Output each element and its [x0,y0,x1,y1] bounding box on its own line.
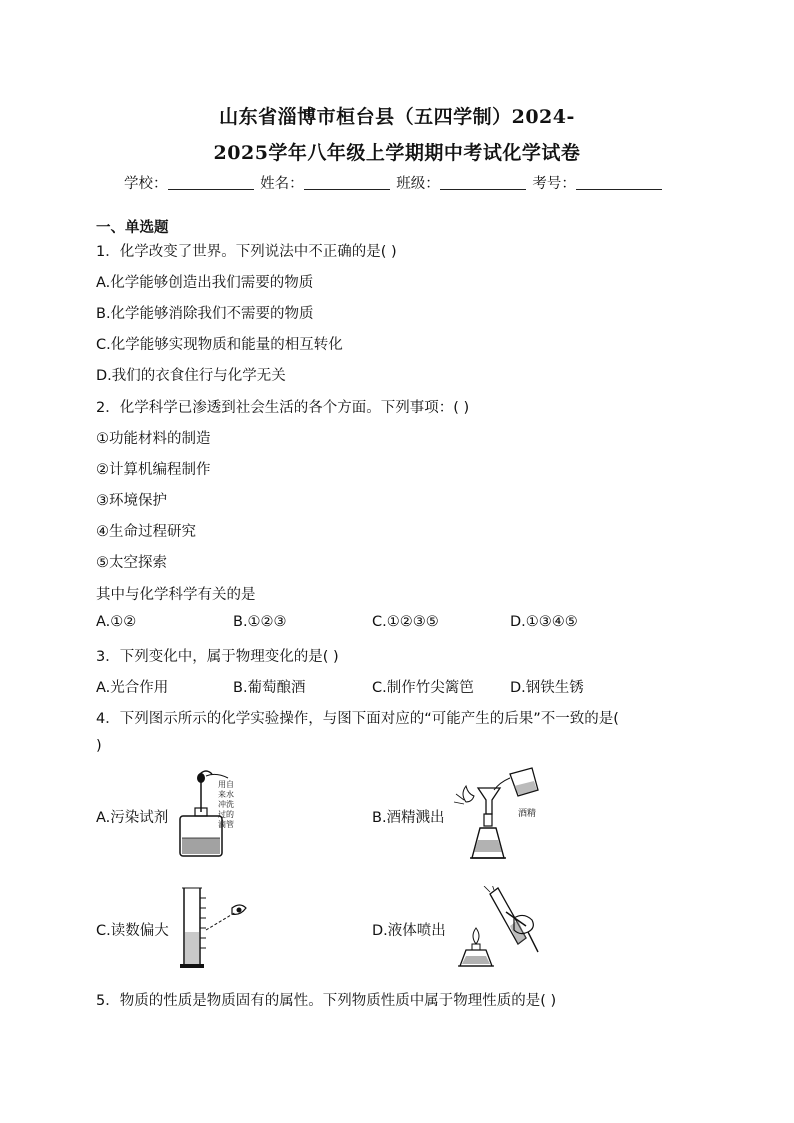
q4-option-a: A.污染试剂 [96,810,169,826]
figure-b-caption: 酒精 [518,809,537,819]
fig-a-text-3: 冲洗 [218,800,234,809]
q3-option-b: B.葡萄酿酒 [233,680,306,696]
name-blank [304,175,390,190]
q3-stem: 3．下列变化中，属于物理变化的是( ) [96,649,339,665]
title-line-2: 2025学年八年级上学期期中考试化学试卷 [213,142,581,164]
q2-item-3: ③环境保护 [96,493,167,509]
class-blank [440,175,526,190]
q2-item-5: ⑤太空探索 [96,555,167,571]
exam-number-label: 考号： [532,176,576,192]
school-label: 学校： [124,176,168,192]
figure-a-dropper-bottle [170,768,250,860]
q5-stem: 5．物质的性质是物质固有的属性。下列物质性质中属于物理性质的是( ) [96,993,557,1009]
q3-option-d: D.钢铁生锈 [510,680,584,696]
q4-option-d: D.液体喷出 [372,923,446,939]
dropper-bottle-icon [170,768,250,860]
q1-option-c: C.化学能够实现物质和能量的相互转化 [96,337,343,353]
q2-option-c: C.①②③⑤ [372,614,439,630]
section-heading: 一、单选题 [96,220,169,236]
figure-a-caption [218,780,238,830]
fig-a-text-1: 用自 [218,780,234,789]
q3-option-c: C.制作竹尖篱笆 [372,680,474,696]
q2-item-1: ①功能材料的制造 [96,431,211,447]
q1-option-a: A.化学能够创造出我们需要的物质 [96,275,314,291]
heating-test-tube-icon [452,886,548,970]
q4-option-c: C.读数偏大 [96,923,169,939]
q2-stem: 2．化学科学已渗透到社会生活的各个方面。下列事项：( ) [96,400,470,416]
q2-tail: 其中与化学科学有关的是 [96,587,256,603]
q2-option-d: D.①③④⑤ [510,614,578,630]
exam-number-blank [576,175,662,190]
graduated-cylinder-icon [176,884,250,970]
q4-stem-line-1: 4．下列图示所示的化学实验操作，与图下面对应的“可能产生的后果”不一致的是( [96,711,619,727]
q2-option-b: B.①②③ [233,614,287,630]
q1-option-d: D.我们的衣食住行与化学无关 [96,368,286,384]
q2-item-2: ②计算机编程制作 [96,462,211,478]
figure-b-alcohol-lamp [452,766,544,864]
q2-item-4: ④生命过程研究 [96,524,196,540]
q1-option-b: B.化学能够消除我们不需要的物质 [96,306,314,322]
fig-a-text-4: 过的 [218,810,234,819]
name-label: 姓名： [260,176,304,192]
q4-stem-line-2: ) [96,738,102,754]
q2-option-a: A.①② [96,614,137,630]
q1-stem: 1．化学改变了世界。下列说法中不正确的是( ) [96,244,397,260]
figure-c-graduated-cylinder [176,884,250,970]
q3-option-a: A.光合作用 [96,680,169,696]
fig-a-text-2: 来水 [218,790,234,799]
school-blank [168,175,254,190]
class-label: 班级： [396,176,440,192]
q4-option-b: B.酒精溅出 [372,810,445,826]
fig-a-text-5: 滴管 [218,820,234,829]
info-row [124,172,664,193]
title-line-1: 山东省淄博市桓台县（五四学制）2024- [219,106,575,128]
figure-d-heating-test-tube [452,886,548,970]
